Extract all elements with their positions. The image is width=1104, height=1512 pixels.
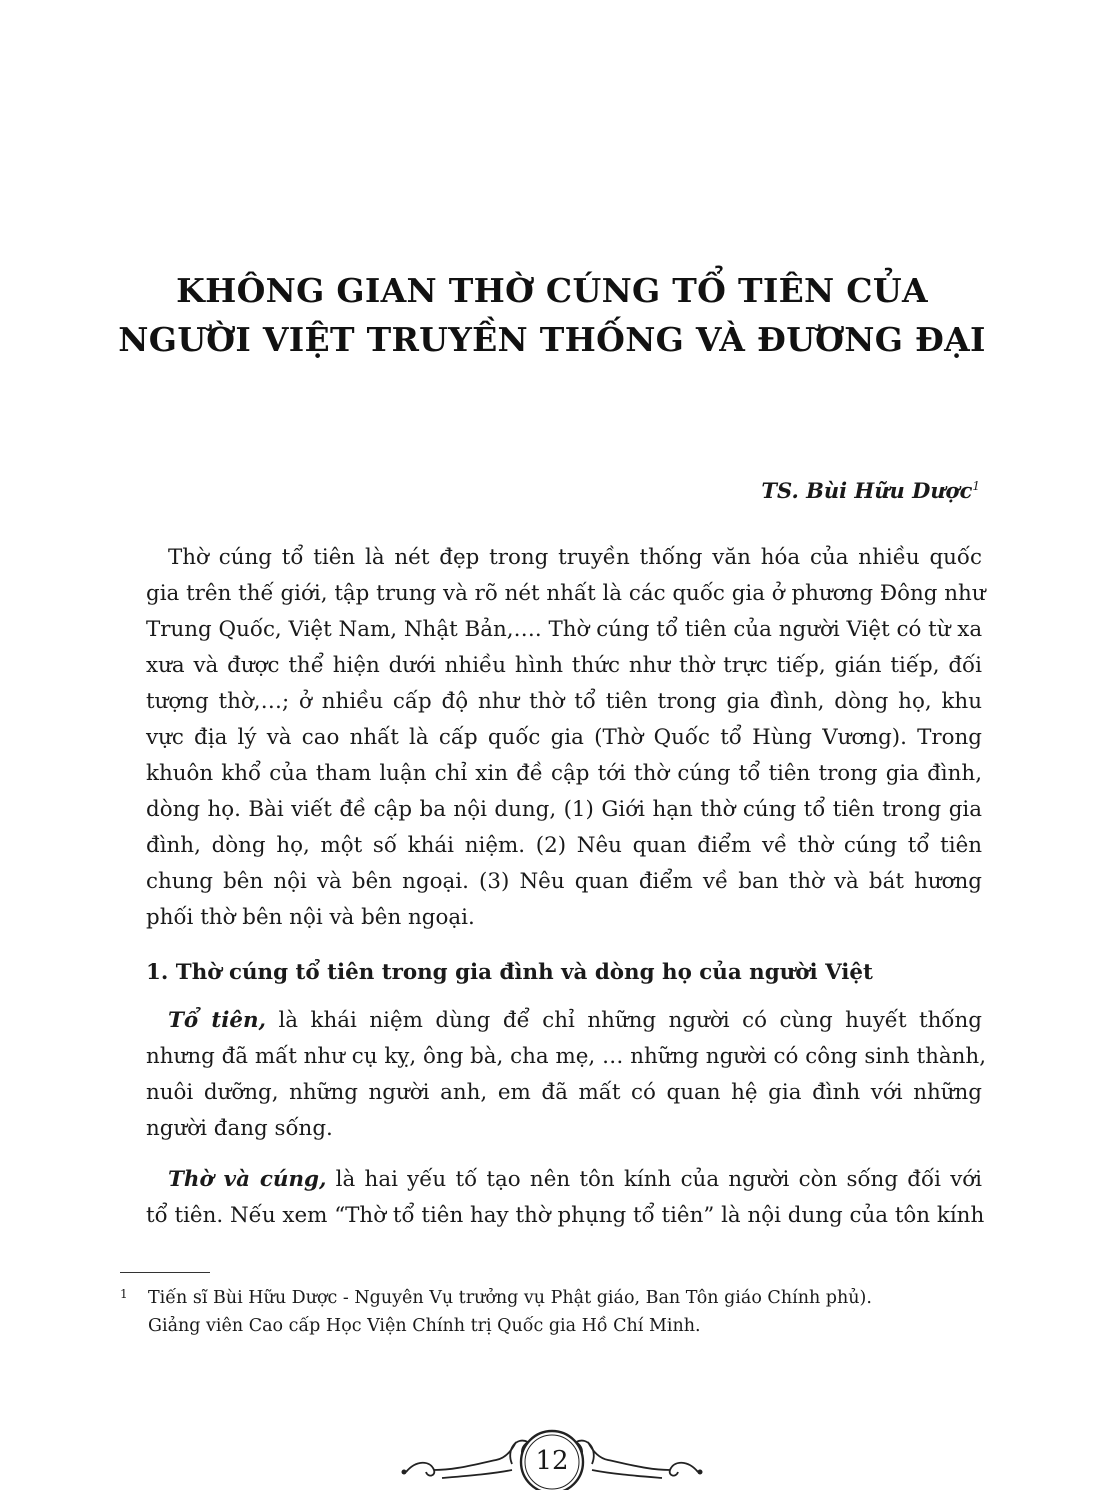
paragraph-tho-va-cung [146,1162,985,1234]
title-line-1: KHÔNG GIAN THỜ CÚNG TỔ TIÊN CỦA [176,271,928,310]
author-footnote-mark: 1 [972,479,980,493]
term-to-tien: Tổ tiên, [168,1008,266,1033]
footnote-separator [120,1272,210,1273]
paragraph-line: chung bên nội và bên ngoại. (3) Nêu quan điểm về ban thờ và bát hương [146,869,982,894]
paragraph-line: khuôn khổ của tham luận chỉ xin đề cập tới thờ cúng tổ tiên trong gia đình, [146,761,982,786]
paragraph-line: tổ tiên. Nếu xem “Thờ tổ tiên hay thờ phụng tổ tiên” là nội dung của tôn kính [146,1203,985,1228]
paragraph-line: Tổ tiên, là khái niệm dùng để chỉ những người có cùng huyết thống [168,1008,982,1033]
paragraph-line: nhưng đã mất như cụ kỵ, ông bà, cha mẹ, … những người có công sinh thành, [146,1044,986,1069]
section-heading: 1. Thờ cúng tổ tiên trong gia đình và dòng họ của người Việt [146,960,873,985]
paragraph-line: Thờ cúng tổ tiên là nét đẹp trong truyền thống văn hóa của nhiều quốc [168,545,982,570]
author-name: TS. Bùi Hữu Dược [761,478,973,503]
footnote-number: 1 [120,1287,128,1301]
footnote [120,1284,1000,1340]
intro-paragraph [146,540,986,936]
paragraph-to-tien [146,1003,986,1147]
paragraph-line: Thờ và cúng, là hai yếu tố tạo nên tôn kính của người còn sống đối với [168,1167,982,1192]
author-byline [761,478,980,503]
paragraph-line: Trung Quốc, Việt Nam, Nhật Bản,…. Thờ cúng tổ tiên của người Việt có từ xa [146,617,983,642]
article-title [80,266,1024,364]
paragraph-line: tượng thờ,…; ở nhiều cấp độ như thờ tổ tiên trong gia đình, dòng họ, khu [146,689,982,714]
footnote-line-1: Tiến sĩ Bùi Hữu Dược - Nguyên Vụ trưởng vụ Phật giáo, Ban Tôn giáo Chính phủ). [148,1288,872,1308]
paragraph-line: đình, dòng họ, một số khái niệm. (2) Nêu quan điểm về thờ cúng tổ tiên [146,833,982,858]
footnote-line-2: Giảng viên Cao cấp Học Viện Chính trị Quốc gia Hồ Chí Minh. [148,1316,701,1336]
paragraph-line: dòng họ. Bài viết đề cập ba nội dung, (1) Giới hạn thờ cúng tổ tiên trong gia [146,797,982,822]
term-tho-va-cung: Thờ và cúng, [168,1167,327,1192]
paragraph-line: người đang sống. [146,1116,333,1141]
paragraph-line: nuôi dưỡng, những người anh, em đã mất có quan hệ gia đình với những [146,1080,982,1105]
page-number: 12 [535,1446,569,1476]
paragraph-line: xưa và được thể hiện dưới nhiều hình thức như thờ trực tiếp, gián tiếp, đối [146,653,982,678]
paragraph-line: vực địa lý và cao nhất là cấp quốc gia (Thờ Quốc tổ Hùng Vương). Trong [146,725,982,750]
paragraph-line: phối thờ bên nội và bên ngoại. [146,905,475,930]
title-line-2: NGƯỜI VIỆT TRUYỀN THỐNG VÀ ĐƯƠNG ĐẠI [118,320,986,359]
paragraph-line: gia trên thế giới, tập trung và rõ nét nhất là các quốc gia ở phương Đông như [146,581,986,606]
